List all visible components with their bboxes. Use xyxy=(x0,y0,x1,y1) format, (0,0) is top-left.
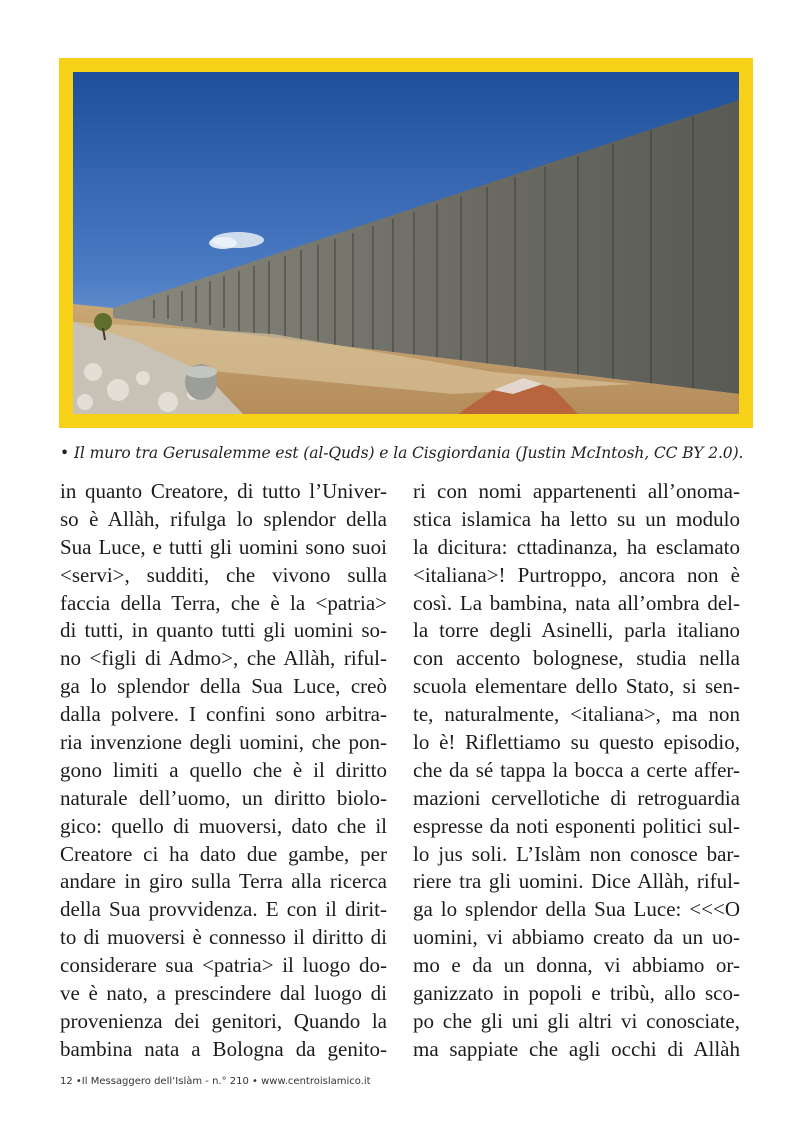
text-line: Sua Luce, e tutti gli uomini sono suoi xyxy=(60,534,387,559)
text-line: uomini, vi abbiamo creato da un uo- xyxy=(413,925,740,950)
text-line: ga lo splendor della Sua Luce, creò xyxy=(60,674,387,699)
text-line: <servi>, sudditi, che vivono sulla xyxy=(60,562,387,587)
text-line: dalla polvere. I confini sono arbitra- xyxy=(60,702,387,727)
text-line: mazioni cervellotiche di retroguardia xyxy=(413,785,740,810)
text-line: mo e da un donna, vi abbiamo or- xyxy=(413,953,740,978)
text-line: gico: quello di muoversi, dato che il xyxy=(60,813,387,838)
text-line: ria invenzione degli uomini, che pon- xyxy=(60,730,387,755)
text-line: espresse da noti esponenti politici sul- xyxy=(413,813,740,838)
text-line: ri con nomi appartenenti all’onoma- xyxy=(413,479,740,503)
text-line: così. La bambina, nata all’ombra del- xyxy=(413,590,740,615)
text-line: della Sua provvidenza. E con il dirit- xyxy=(60,897,387,922)
text-line: Creatore ci ha dato due gambe, per xyxy=(60,841,387,866)
right-column xyxy=(413,478,740,1064)
text-line: bambina nata a Bologna da genito- xyxy=(60,1036,387,1061)
text-line: no <figli di Admo>, che Allàh, riful- xyxy=(60,646,387,671)
text-line: in quanto Creatore, di tutto l’Univer- xyxy=(60,479,387,503)
text-line: lo è! Riflettiamo su questo episodio, xyxy=(413,730,740,755)
text-line: to di muoversi è connesso il diritto di xyxy=(60,925,387,950)
text-line: lo jus soli. L’Islàm non conosce bar- xyxy=(413,841,740,866)
text-line: ga lo splendor della Sua Luce: <<<O xyxy=(413,897,740,922)
wall-photo xyxy=(73,72,739,414)
text-line: stica islamica ha letto su un modulo xyxy=(413,506,740,531)
figure-caption: • Il muro tra Gerusalemme est (al-Quds) e la Cisgiordania (Justin McIntosh, CC BY 2.0). xyxy=(60,444,744,462)
text-line: scuola elementare dello Stato, si sen- xyxy=(413,674,740,699)
text-line: faccia della Terra, che è la <patria> xyxy=(60,590,387,615)
text-line: la dicitura: cttadinanza, ha esclamato xyxy=(413,534,740,559)
text-line: provenienza dei genitori, Quando la xyxy=(60,1008,387,1033)
text-line: di tutti, in quanto tutti gli uomini so- xyxy=(60,618,387,643)
text-line: po che gli uni gli altri vi conosciate, xyxy=(413,1008,740,1033)
text-line: ganizzato in popoli e tribù, allo sco- xyxy=(413,981,740,1006)
text-line: considerare sua <patria> il luogo do- xyxy=(60,953,387,978)
text-line: so è Allàh, rifulga lo splendor della xyxy=(60,506,387,531)
text-line: gono limiti a quello che è il diritto xyxy=(60,757,387,782)
text-line: riere tra gli uomini. Dice Allàh, riful- xyxy=(413,869,740,894)
text-line: con accento bolognese, studia nella xyxy=(413,646,740,671)
text-line: che da sé tappa la bocca a certe affer- xyxy=(413,757,740,782)
left-column xyxy=(60,478,387,1064)
page-footer: 12 •Il Messaggero dell’Islàm - n.° 210 • www.centroislamico.it xyxy=(60,1076,371,1087)
text-line: te, naturalmente, <italiana>, ma non xyxy=(413,702,740,727)
text-line: la torre degli Asinelli, parla italiano xyxy=(413,618,740,643)
text-line: ve è nato, a prescindere dal luogo di xyxy=(60,981,387,1006)
text-line: naturale dell’uomo, un diritto biolo- xyxy=(60,785,387,810)
text-line: ma sappiate che agli occhi di Allàh xyxy=(413,1036,740,1061)
text-line: <italiana>! Purtroppo, ancora non è xyxy=(413,562,740,587)
text-line: andare in giro sulla Terra alla ricerca xyxy=(60,869,387,894)
figure-frame xyxy=(59,58,753,428)
